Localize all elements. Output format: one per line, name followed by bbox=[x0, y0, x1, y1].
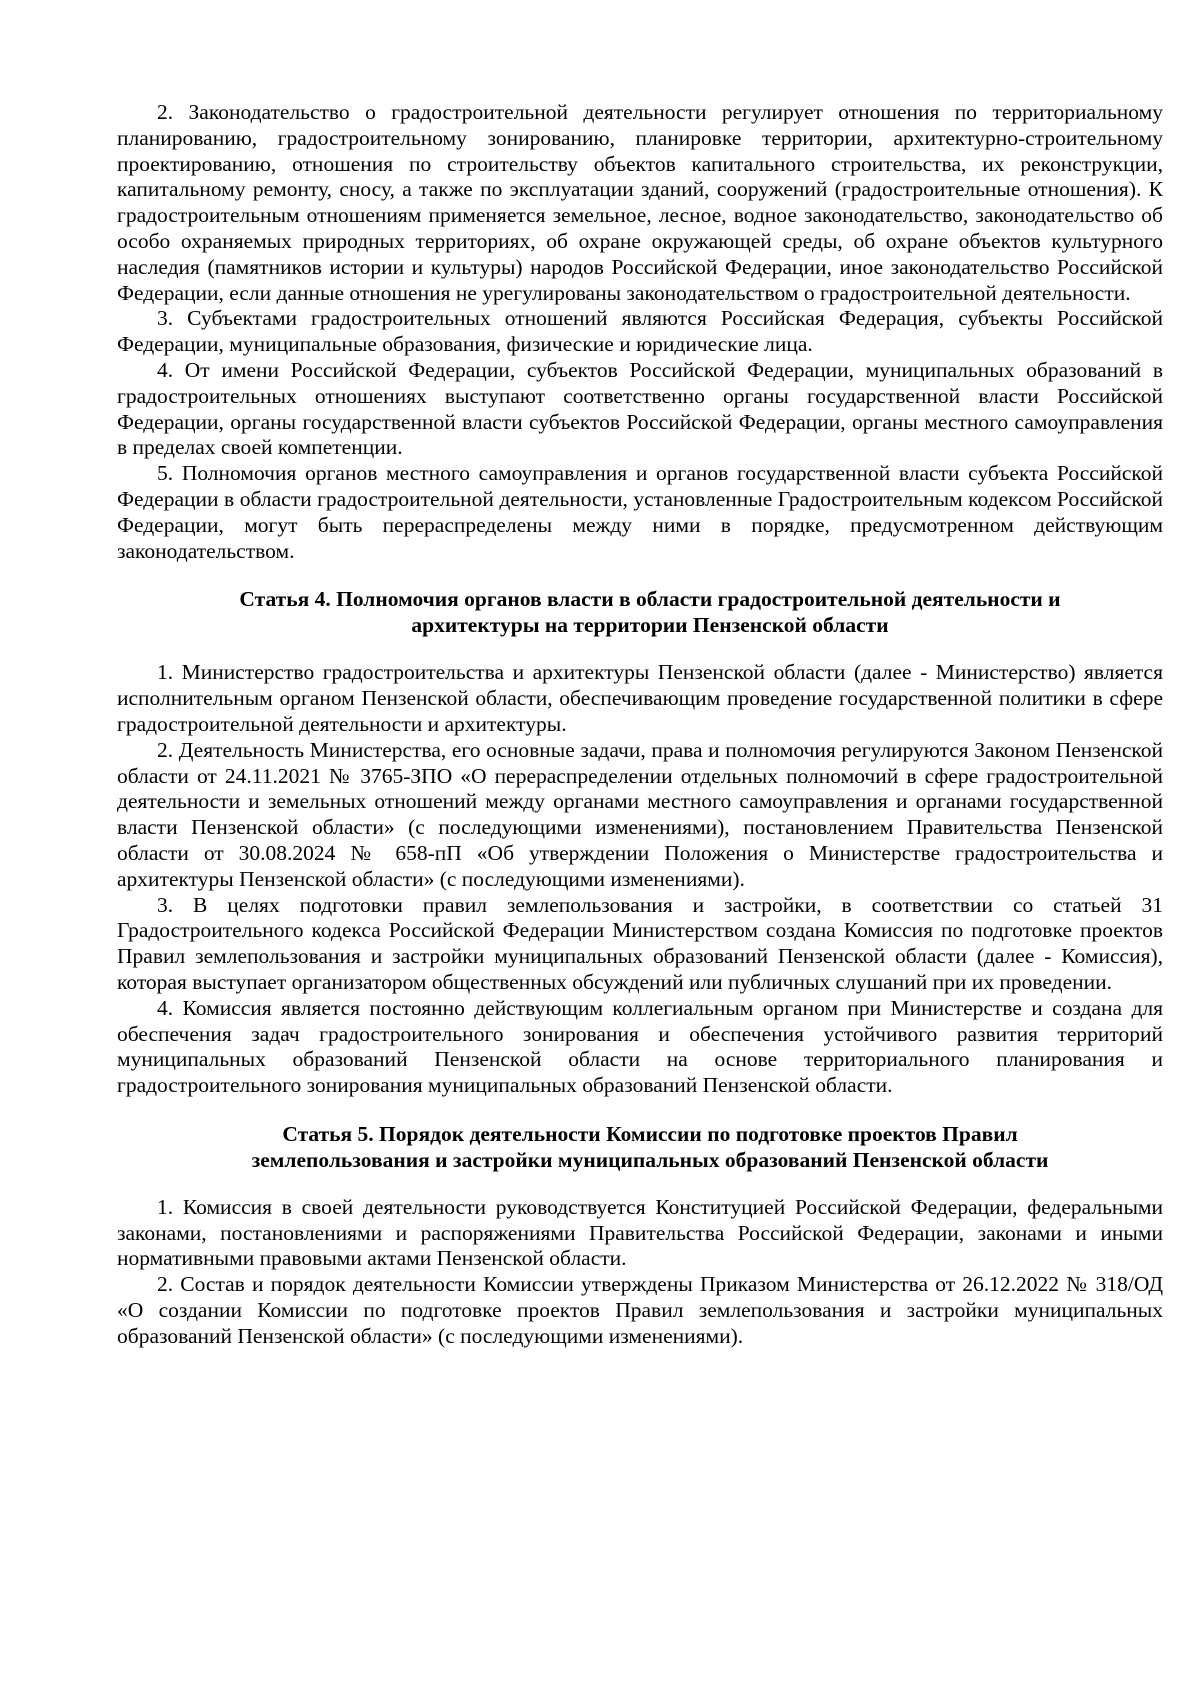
article-4-heading-line-2: архитектуры на территории Пензенской области bbox=[411, 613, 889, 638]
article-5-paragraph-1: 1. Комиссия в своей деятельности руководствуется Конституцией Российской Федерации, федеральными законами, постановлениями и распоряжениями Правительства Российской Федерации, законами и иными нормативными правовыми актами Пензенской области. bbox=[117, 1194, 1163, 1271]
article-4-paragraph-4: 4. Комиссия является постоянно действующим коллегиальным органом при Министерстве и создана для обеспечения задач градостроительного зонирования и обеспечения устойчивого развития территорий муниципальных образований Пензенской области на основе территориального планирования и градостроительного зонирования муниципальных образований Пензенской области. bbox=[117, 995, 1163, 1098]
article-5-paragraph-2: 2. Состав и порядок деятельности Комиссии утверждены Приказом Министерства от 26.12.2022 № 318/ОД «О создании Комиссии по подготовке проектов Правил землепользования и застройки муниципальных образований Пензенской области» (с последующими изменениями). bbox=[117, 1272, 1163, 1348]
document-page bbox=[117, 100, 1163, 1350]
paragraph-2-legislation: 2. Законодательство о градостроительной деятельности регулирует отношения по территориальному планированию, градостроительному зонированию, планировке территории, архитектурно-строительному проектированию, отношения по строительству объектов капитального строительства, их реконструкции, капитальному ремонту, сносу, а также по эксплуатации зданий, сооружений (градостроительные отношения). К градостроительным отношениям применяется земельное, лесное, водное законодательство, законодательство об особо охраняемых природных территориях, об охране окружающей среды, об охране объектов культурного наследия (памятников истории и культуры) народов Российской Федерации, иное законодательство Российской Федерации, если данные отношения не урегулированы законодательством о градостроительной деятельности. bbox=[117, 100, 1163, 305]
article-4-heading-line-1: Статья 4. Полномочия органов власти в области градостроительной деятельности и bbox=[239, 587, 1061, 612]
article-5-heading bbox=[117, 1121, 1163, 1173]
article-5-heading-line-1: Статья 5. Порядок деятельности Комиссии по подготовке проектов Правил bbox=[282, 1121, 1018, 1146]
article-5-heading-line-2: землепользования и застройки муниципальных образований Пензенской области bbox=[251, 1147, 1049, 1172]
article-4-heading bbox=[117, 586, 1163, 638]
paragraph-4-representation: 4. От имени Российской Федерации, субъектов Российской Федерации, муниципальных образований в градостроительных отношениях выступают соответственно органы государственной власти Российской Федерации, органы государственной власти субъектов Российской Федерации, органы местного самоуправления в пределах своей компетенции. bbox=[117, 357, 1163, 460]
paragraph-3-subjects: 3. Субъектами градостроительных отношений являются Российская Федерация, субъекты Российской Федерации, муниципальные образования, физические и юридические лица. bbox=[117, 306, 1163, 357]
article-4-paragraph-3: 3. В целях подготовки правил землепользования и застройки, в соответствии со статьей 31 Градостроительного кодекса Российской Федерации Министерством создана Комиссия по подготовке проектов Правил землепользования и застройки муниципальных образований Пензенской области (далее - Комиссия), которая выступает организатором общественных обсуждений или публичных слушаний при их проведении. bbox=[117, 892, 1163, 994]
article-4-paragraph-2: 2. Деятельность Министерства, его основные задачи, права и полномочия регулируются Законом Пензенской области от 24.11.2021 № 3765-ЗПО «О перераспределении отдельных полномочий в сфере градостроительной деятельности и земельных отношений между органами местного самоуправления и органами государственной власти Пензенской области» (с последующими изменениями), постановлением Правительства Пензенской области от 30.08.2024 № 658-пП «Об утверждении Положения о Министерстве градостроительства и архитектуры Пензенской области» (с последующими изменениями). bbox=[117, 737, 1163, 891]
article-4-paragraph-1: 1. Министерство градостроительства и архитектуры Пензенской области (далее - Министерство) является исполнительным органом Пензенской области, обеспечивающим проведение государственной политики в сфере градостроительной деятельности и архитектуры. bbox=[117, 660, 1163, 736]
paragraph-5-powers: 5. Полномочия органов местного самоуправления и органов государственной власти субъекта Российской Федерации в области градостроительной деятельности, установленные Градостроительным кодексом Российской Федерации, могут быть перераспределены между ними в порядке, предусмотренном действующим законодательством. bbox=[117, 461, 1163, 563]
